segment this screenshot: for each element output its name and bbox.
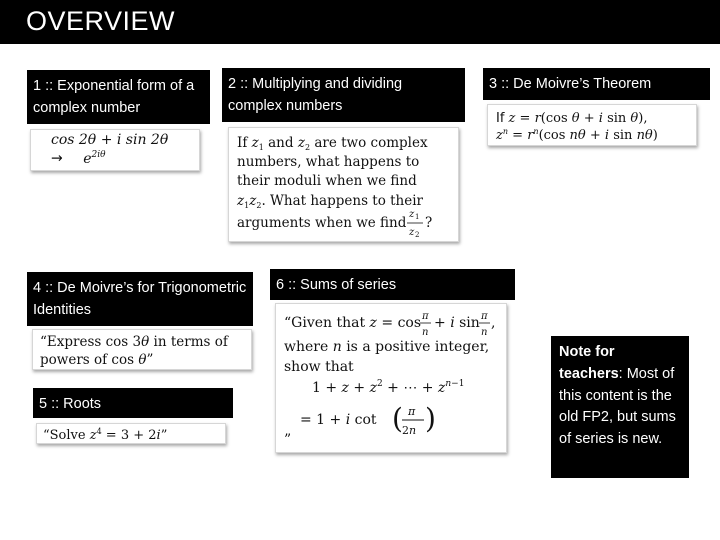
section-6-question [276,304,508,454]
section-3-header [483,68,710,100]
svg-text:their moduli when we find: their moduli when we find [237,173,417,189]
svg-text:zn = rn(cos nθ + i sin nθ): $z^n = r^n(\cos$ nθ + i sin nθ) [496,127,658,143]
svg-text:show that: show that [284,359,354,375]
title-divider [0,44,720,46]
svg-text:π: π [408,405,416,418]
section-2-question [229,128,460,243]
svg-text:arguments when we find: arguments when we find [237,215,407,231]
svg-text:”: ” [284,432,292,448]
section-4-header [27,272,253,326]
svg-text:powers of cos θ”: powers of cos θ” [40,352,154,368]
svg-text:+ i sin: + i sin [434,315,480,331]
svg-text:“Solve z4 = 3 + 2i”: “Solve $z^4 = 3 + 2i$” [43,427,168,443]
svg-text:where n is a positive integer,: where n is a positive integer, [284,339,490,355]
section-3-title: 3 :: De Moivre’s Theorem [489,76,652,92]
teacher-note [551,336,689,478]
svg-text:2n: 2n [402,424,417,437]
section-2-card [228,127,459,242]
section-5-question [37,424,227,445]
title-bar [0,0,720,44]
section-5-title: 5 :: Roots [39,396,102,412]
svg-text:π: π [422,311,429,322]
section-6-title: 6 :: Sums of series [276,277,397,293]
section-5-card [36,423,226,444]
section-2-header [222,68,465,122]
section-3-theorem [488,105,698,147]
svg-text:): ) [425,402,436,435]
svg-text:If z1 and z2 are two complex: If $z_1$ and $z_2$ are two complex [237,135,428,152]
svg-text:n: n [422,327,429,338]
teacher-note-label: Note for teachers [559,344,619,382]
svg-text:“Express cos 3θ in terms of: “Express cos 3θ in terms of [40,334,228,350]
section-1-exp-power: 2iθ [91,150,106,160]
svg-text:z1z2. What happens to their: $z_1z_2$. What happens to their [237,193,424,210]
section-1-result [51,150,106,167]
svg-text:π: π [481,311,488,322]
section-1-title: 1 :: Exponential form of a complex number [33,78,195,116]
svg-text:“Given that z = cos: “Given that z = cos [284,315,422,331]
svg-text:z: z [409,209,415,220]
section-6-card [275,303,507,453]
section-1-card [30,129,200,171]
svg-text:?: ? [425,215,433,231]
section-4-card [32,329,252,370]
svg-text:2: 2 [415,231,420,239]
svg-text:n: n [481,327,488,338]
section-1-header [27,70,210,124]
svg-text:(: ( [392,402,403,435]
svg-text:1: 1 [415,213,420,221]
svg-text:1 + z + z2 + ⋯ + zn−1: $1 + z + z^2$ + ⋯ + $z^n-1$ [312,379,465,396]
arrow-icon: → [51,150,63,167]
section-2-title: 2 :: Multiplying and dividing complex numbers [228,76,403,114]
section-5-header [33,388,233,418]
svg-text:,: , [491,315,496,331]
section-1-exp-base: e [83,150,92,167]
teacher-note-text: : Most of this content is the old FP2, but sums of series is new. [559,365,676,448]
section-6-header [270,269,515,300]
svg-text:z: z [409,227,415,238]
section-1-expression: cos 2θ + i sin 2θ [51,132,169,148]
section-4-question [33,330,253,371]
svg-text:numbers, what happens to: numbers, what happens to [237,154,420,170]
svg-text:= 1 + i cot: = 1 + i cot [300,412,377,428]
svg-text:If z = r(cos θ + i sin θ),: If z = r(cos θ + i sin θ), [496,111,648,126]
page-title: OVERVIEW [26,6,176,36]
section-4-title: 4 :: De Moivre’s for Trigonometric Identities [33,280,247,318]
section-3-card [487,104,697,146]
